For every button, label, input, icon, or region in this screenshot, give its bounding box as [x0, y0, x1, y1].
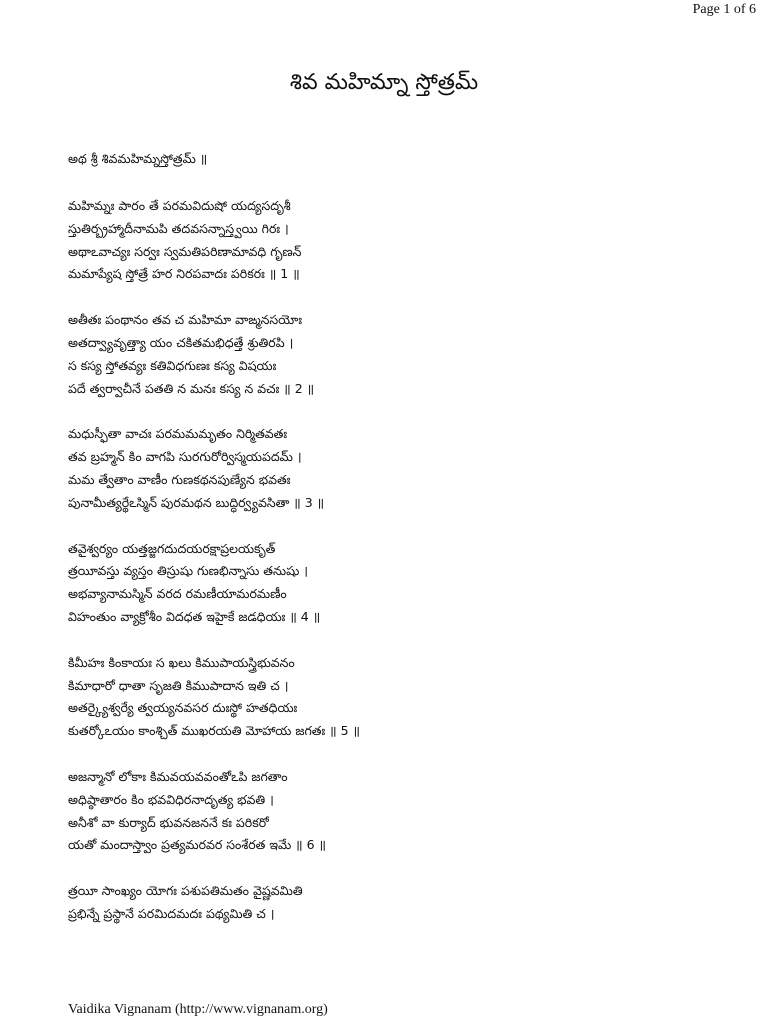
verse-line: మమ త్వేతాం వాణీం గుణకథనపుణ్యేన భవతః — [68, 471, 291, 487]
verse-line: అభవ్యానామస్మిన్ వరద రమణీయామరమణీం — [68, 586, 287, 602]
verse-line: అనీశో వా కుర్యాద్ భువనజననే కః పరికరో — [68, 814, 269, 830]
verse-line: అతర్క్యైశ్వర్యే త్వయ్యనవసర దుఃస్థో హతధియః — [68, 700, 298, 716]
verse-block — [68, 766, 708, 857]
page-number: Page 1 of 6 — [692, 2, 756, 17]
verse-line: తవ బ్రహ్మన్ కిం వాగపి సురగురోర్విస్మయపదమ్ । — [68, 449, 302, 465]
verse-line: కిమాధారో ధాతా సృజతి కిముపాదాన ఇతి చ । — [68, 677, 289, 693]
verse-block — [68, 309, 708, 400]
verse-block — [68, 423, 708, 514]
verse-line: మమాప్యేష స్తోత్రే హర నిరపవాదః పరికరః ॥ 1 ॥ — [68, 266, 300, 282]
verse-line: అధిష్ఠాతారం కిం భవవిధిరనాదృత్య భవతి । — [68, 791, 274, 807]
verse-block — [68, 880, 708, 926]
verse-line: త్రయీ సాంఖ్యం యోగః పశుపతిమతం వైష్ణవమితి — [68, 883, 303, 899]
verse-line: స కస్య స్తోతవ్యః కతివిధగుణః కస్య విషయః — [68, 357, 277, 373]
verse-line: పదే త్వర్వాచీనే పతతి న మనః కస్య న వచః ॥ 2 ॥ — [68, 380, 315, 396]
verse-line: విహంతుం వ్యాక్రోశీం విదధత ఇహైకే జడధియః ॥ 4 ॥ — [68, 608, 321, 624]
verse-line: యతో మందాస్త్వాం ప్రత్యమరవర సంశేరత ఇమే ॥ 6 ॥ — [68, 837, 327, 853]
verse-block — [68, 538, 708, 629]
verses-container — [68, 195, 708, 949]
verse-line: స్తుతిర్బ్రహ్మాదీనామపి తదవసన్నాస్త్వయి గిరః । — [68, 220, 289, 236]
document-title: శివ మహిమ్నా స్తోత్రమ్ — [289, 70, 479, 95]
document-heading: అథ శ్రీ శివమహిమ్నస్తోత్రమ్ ॥ — [68, 151, 208, 166]
verse-block — [68, 652, 708, 743]
verse-line: కుతర్కోఽయం కాంశ్చిత్ ముఖరయతి మోహాయ జగతః ॥ 5 ॥ — [68, 723, 361, 739]
verse-line: ప్రభిన్నే ప్రస్థానే పరమిదమదః పథ్యమితి చ । — [68, 905, 275, 921]
footer-source: Vaidika Vignanam (http://www.vignanam.org) — [68, 1002, 328, 1017]
verse-line: అతీతః పంథానం తవ చ మహిమా వాఙ్మనసయోః — [68, 312, 303, 328]
verse-block — [68, 195, 708, 286]
verse-line: కిమీహః కింకాయః స ఖలు కిముపాయస్త్రిభువనం — [68, 654, 295, 670]
verse-line: పునామీత్యర్థేఽస్మిన్ పురమథన బుద్ధిర్వ్యవసితా ॥ 3 ॥ — [68, 494, 325, 510]
verse-line: మధుస్ఫీతా వాచః పరమమమృతం నిర్మితవతః — [68, 426, 288, 442]
verse-line: తవైశ్వర్యం యత్తజ్జగదుదయరక్షాప్రలయకృత్ — [68, 540, 276, 556]
verse-line: అజన్మానో లోకాః కిమవయవవంతోఽపి జగతాం — [68, 768, 288, 784]
verse-line: అథాఽవాచ్యః సర్వః స్వమతిపరిణామావధి గృణన్ — [68, 243, 302, 259]
verse-line: మహిమ్నః పారం తే పరమవిదుషో యద్యసదృశీ — [68, 198, 291, 213]
verse-line: అతద్వ్యావృత్త్యా యం చకితమభిధత్తే శ్రుతిరపి । — [68, 334, 294, 350]
verse-line: త్రయీవస్తు వ్యస్తం తిస్రుషు గుణభిన్నాసు తనుషు । — [68, 563, 309, 579]
